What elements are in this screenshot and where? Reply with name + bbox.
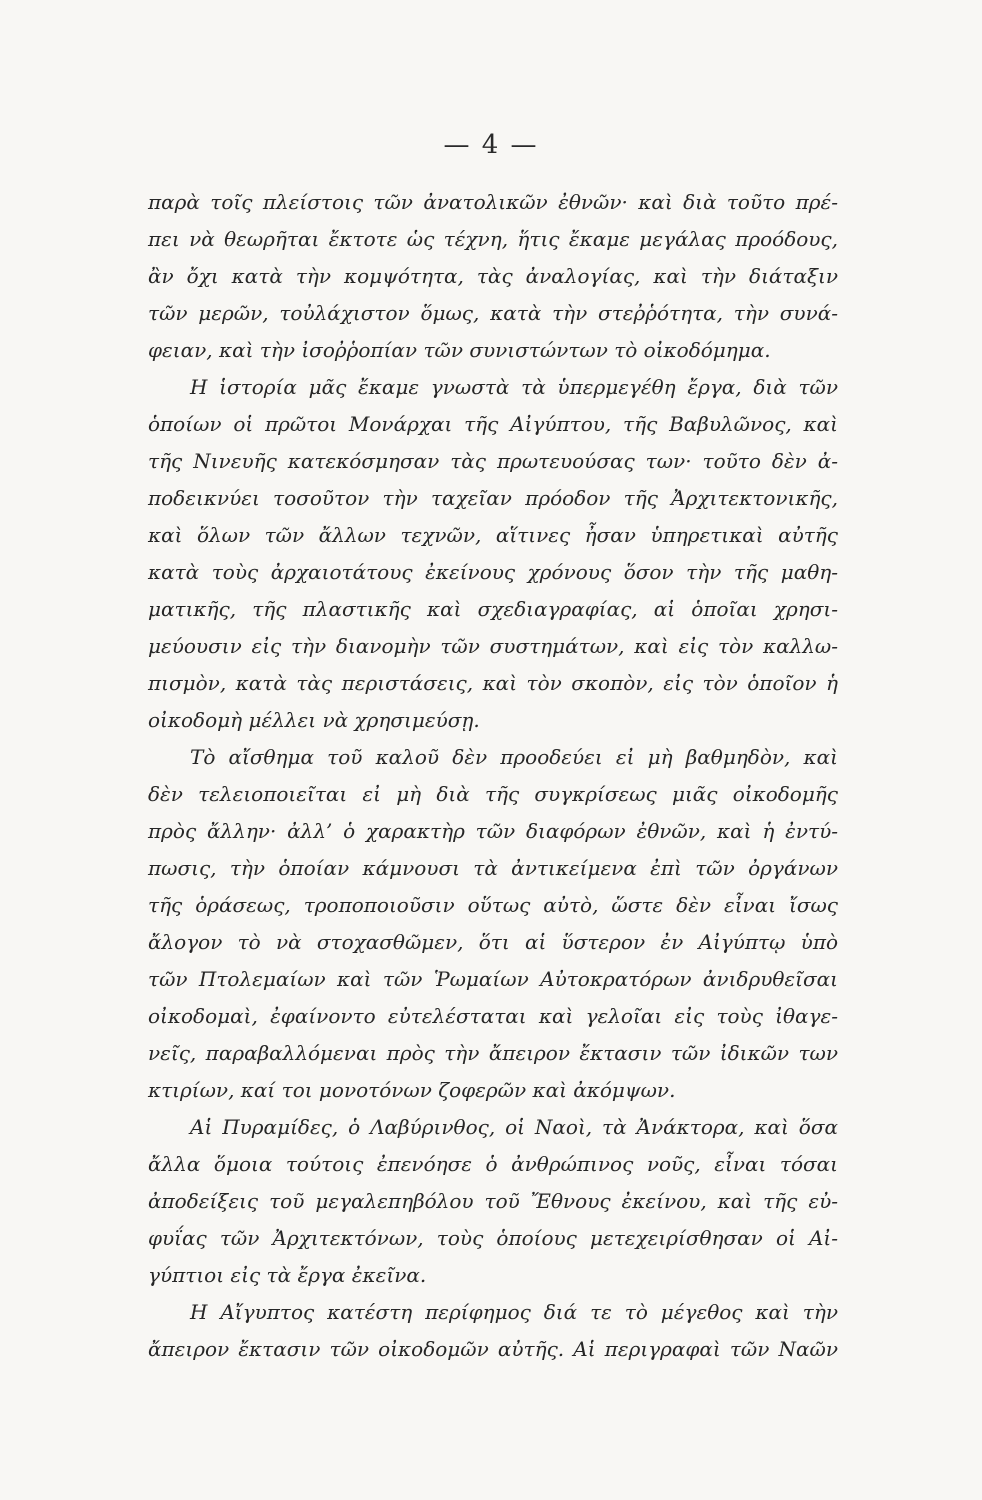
text-line-9: ποδεικνύει τοσοῦτον τὴν ταχεῖαν πρόοδον τῆς Ἀρχιτεκτονικῆς, [148,486,838,510]
text-line-18: πρὸς ἄλλην· ἀλλ’ ὁ χαρακτὴρ τῶν διαφόρων ἐθνῶν, καὶ ἡ ἐντύ- [148,819,838,843]
text-line-30: γύπτιοι εἰς τὰ ἔργα ἐκεῖνα. [148,1263,427,1287]
text-line-6: Η ἱστορία μᾶς ἔκαμε γνωστὰ τὰ ὑπερμεγέθη ἔργα, διὰ τῶν [190,375,838,399]
text-line-2: πει νὰ θεωρῆται ἔκτοτε ὡς τέχνη, ἥτις ἔκαμε μεγάλας προόδους, [148,227,838,251]
text-line-7: ὁποίων οἱ πρῶτοι Μονάρχαι τῆς Αἰγύπτου, τῆς Βαβυλῶνος, καὶ [148,412,838,436]
text-line-1: παρὰ τοῖς πλείστοις τῶν ἀνατολικῶν ἐθνῶν· καὶ διὰ τοῦτο πρέ- [148,190,838,214]
text-line-10: καὶ ὅλων τῶν ἄλλων τεχνῶν, αἵτινες ἦσαν ὑπηρετικαὶ αὐτῆς [148,523,838,547]
text-line-23: οἰκοδομαὶ, ἐφαίνοντο εὐτελέσταται καὶ γελοῖαι εἰς τοὺς ἰθαγε- [148,1004,838,1028]
text-line-22: τῶν Πτολεμαίων καὶ τῶν Ῥωμαίων Αὐτοκρατόρων ἀνιδρυθεῖσαι [148,967,838,991]
text-line-8: τῆς Νινευῆς κατεκόσμησαν τὰς πρωτευούσας των· τοῦτο δὲν ἀ- [148,449,838,473]
text-line-31: Η Αἴγυπτος κατέστη περίφημος διά τε τὸ μέγεθος καὶ τὴν [190,1300,838,1324]
text-line-25: κτιρίων, καί τοι μονοτόνων ζοφερῶν καὶ ἀκόμψων. [148,1078,676,1102]
text-line-20: τῆς ὁράσεως, τροποποιοῦσιν οὕτως αὐτὸ, ὥστε δὲν εἶναι ἴσως [148,893,838,917]
text-line-3: ἂν ὄχι κατὰ τὴν κομψότητα, τὰς ἀναλογίας, καὶ τὴν διάταξιν [148,264,838,288]
text-line-5: φειαν, καὶ τὴν ἰσοῤῥοπίαν τῶν συνιστώντων τὸ οἰκοδόμημα. [148,338,771,362]
text-line-19: πωσις, τὴν ὁποίαν κάμνουσι τὰ ἀντικείμενα ἐπὶ τῶν ὀργάνων [148,856,838,880]
text-line-13: μεύουσιν εἰς τὴν διανομὴν τῶν συστημάτων, καὶ εἰς τὸν καλλω- [148,634,838,658]
text-line-24: νεῖς, παραβαλλόμεναι πρὸς τὴν ἄπειρον ἔκτασιν τῶν ἰδικῶν των [148,1041,838,1065]
text-line-26: Αἱ Πυραμίδες, ὁ Λαβύρινθος, οἱ Ναοὶ, τὰ Ἀνάκτορα, καὶ ὅσα [190,1115,838,1139]
text-line-17: δὲν τελειοποιεῖται εἰ μὴ διὰ τῆς συγκρίσεως μιᾶς οἰκοδομῆς [148,782,838,806]
text-line-16: Τὸ αἴσθημα τοῦ καλοῦ δὲν προοδεύει εἰ μὴ βαθμηδὸν, καὶ [190,745,838,769]
text-line-29: φυΐας τῶν Ἀρχιτεκτόνων, τοὺς ὁποίους μετεχειρίσθησαν οἱ Αἰ- [148,1226,838,1250]
text-line-15: οἰκοδομὴ μέλλει νὰ χρησιμεύσῃ. [148,708,480,732]
text-line-14: πισμὸν, κατὰ τὰς περιστάσεις, καὶ τὸν σκοπὸν, εἰς τὸν ὁποῖον ἡ [148,671,838,695]
text-line-28: ἀποδείξεις τοῦ μεγαλεπηβόλου τοῦ Ἔθνους ἐκείνου, καὶ τῆς εὐ- [148,1189,838,1213]
text-line-4: τῶν μερῶν, τοὐλάχιστον ὅμως, κατὰ τὴν στεῤῥότητα, τὴν συνά- [148,301,838,325]
text-line-27: ἄλλα ὅμοια τούτοις ἐπενόησε ὁ ἀνθρώπινος νοῦς, εἶναι τόσαι [148,1152,838,1176]
text-line-21: ἄλογον τὸ νὰ στοχασθῶμεν, ὅτι αἱ ὕστερον ἐν Αἰγύπτῳ ὑπὸ [148,930,838,954]
page-number: — 4 — [443,130,539,160]
text-line-11: κατὰ τοὺς ἀρχαιοτάτους ἐκείνους χρόνους ὅσον τὴν τῆς μαθη- [148,560,838,584]
text-line-12: ματικῆς, τῆς πλαστικῆς καὶ σχεδιαγραφίας, αἱ ὁποῖαι χρησι- [148,597,838,621]
text-line-32: ἄπειρον ἔκτασιν τῶν οἰκοδομῶν αὐτῆς. Αἱ περιγραφαὶ τῶν Ναῶν [148,1337,838,1361]
